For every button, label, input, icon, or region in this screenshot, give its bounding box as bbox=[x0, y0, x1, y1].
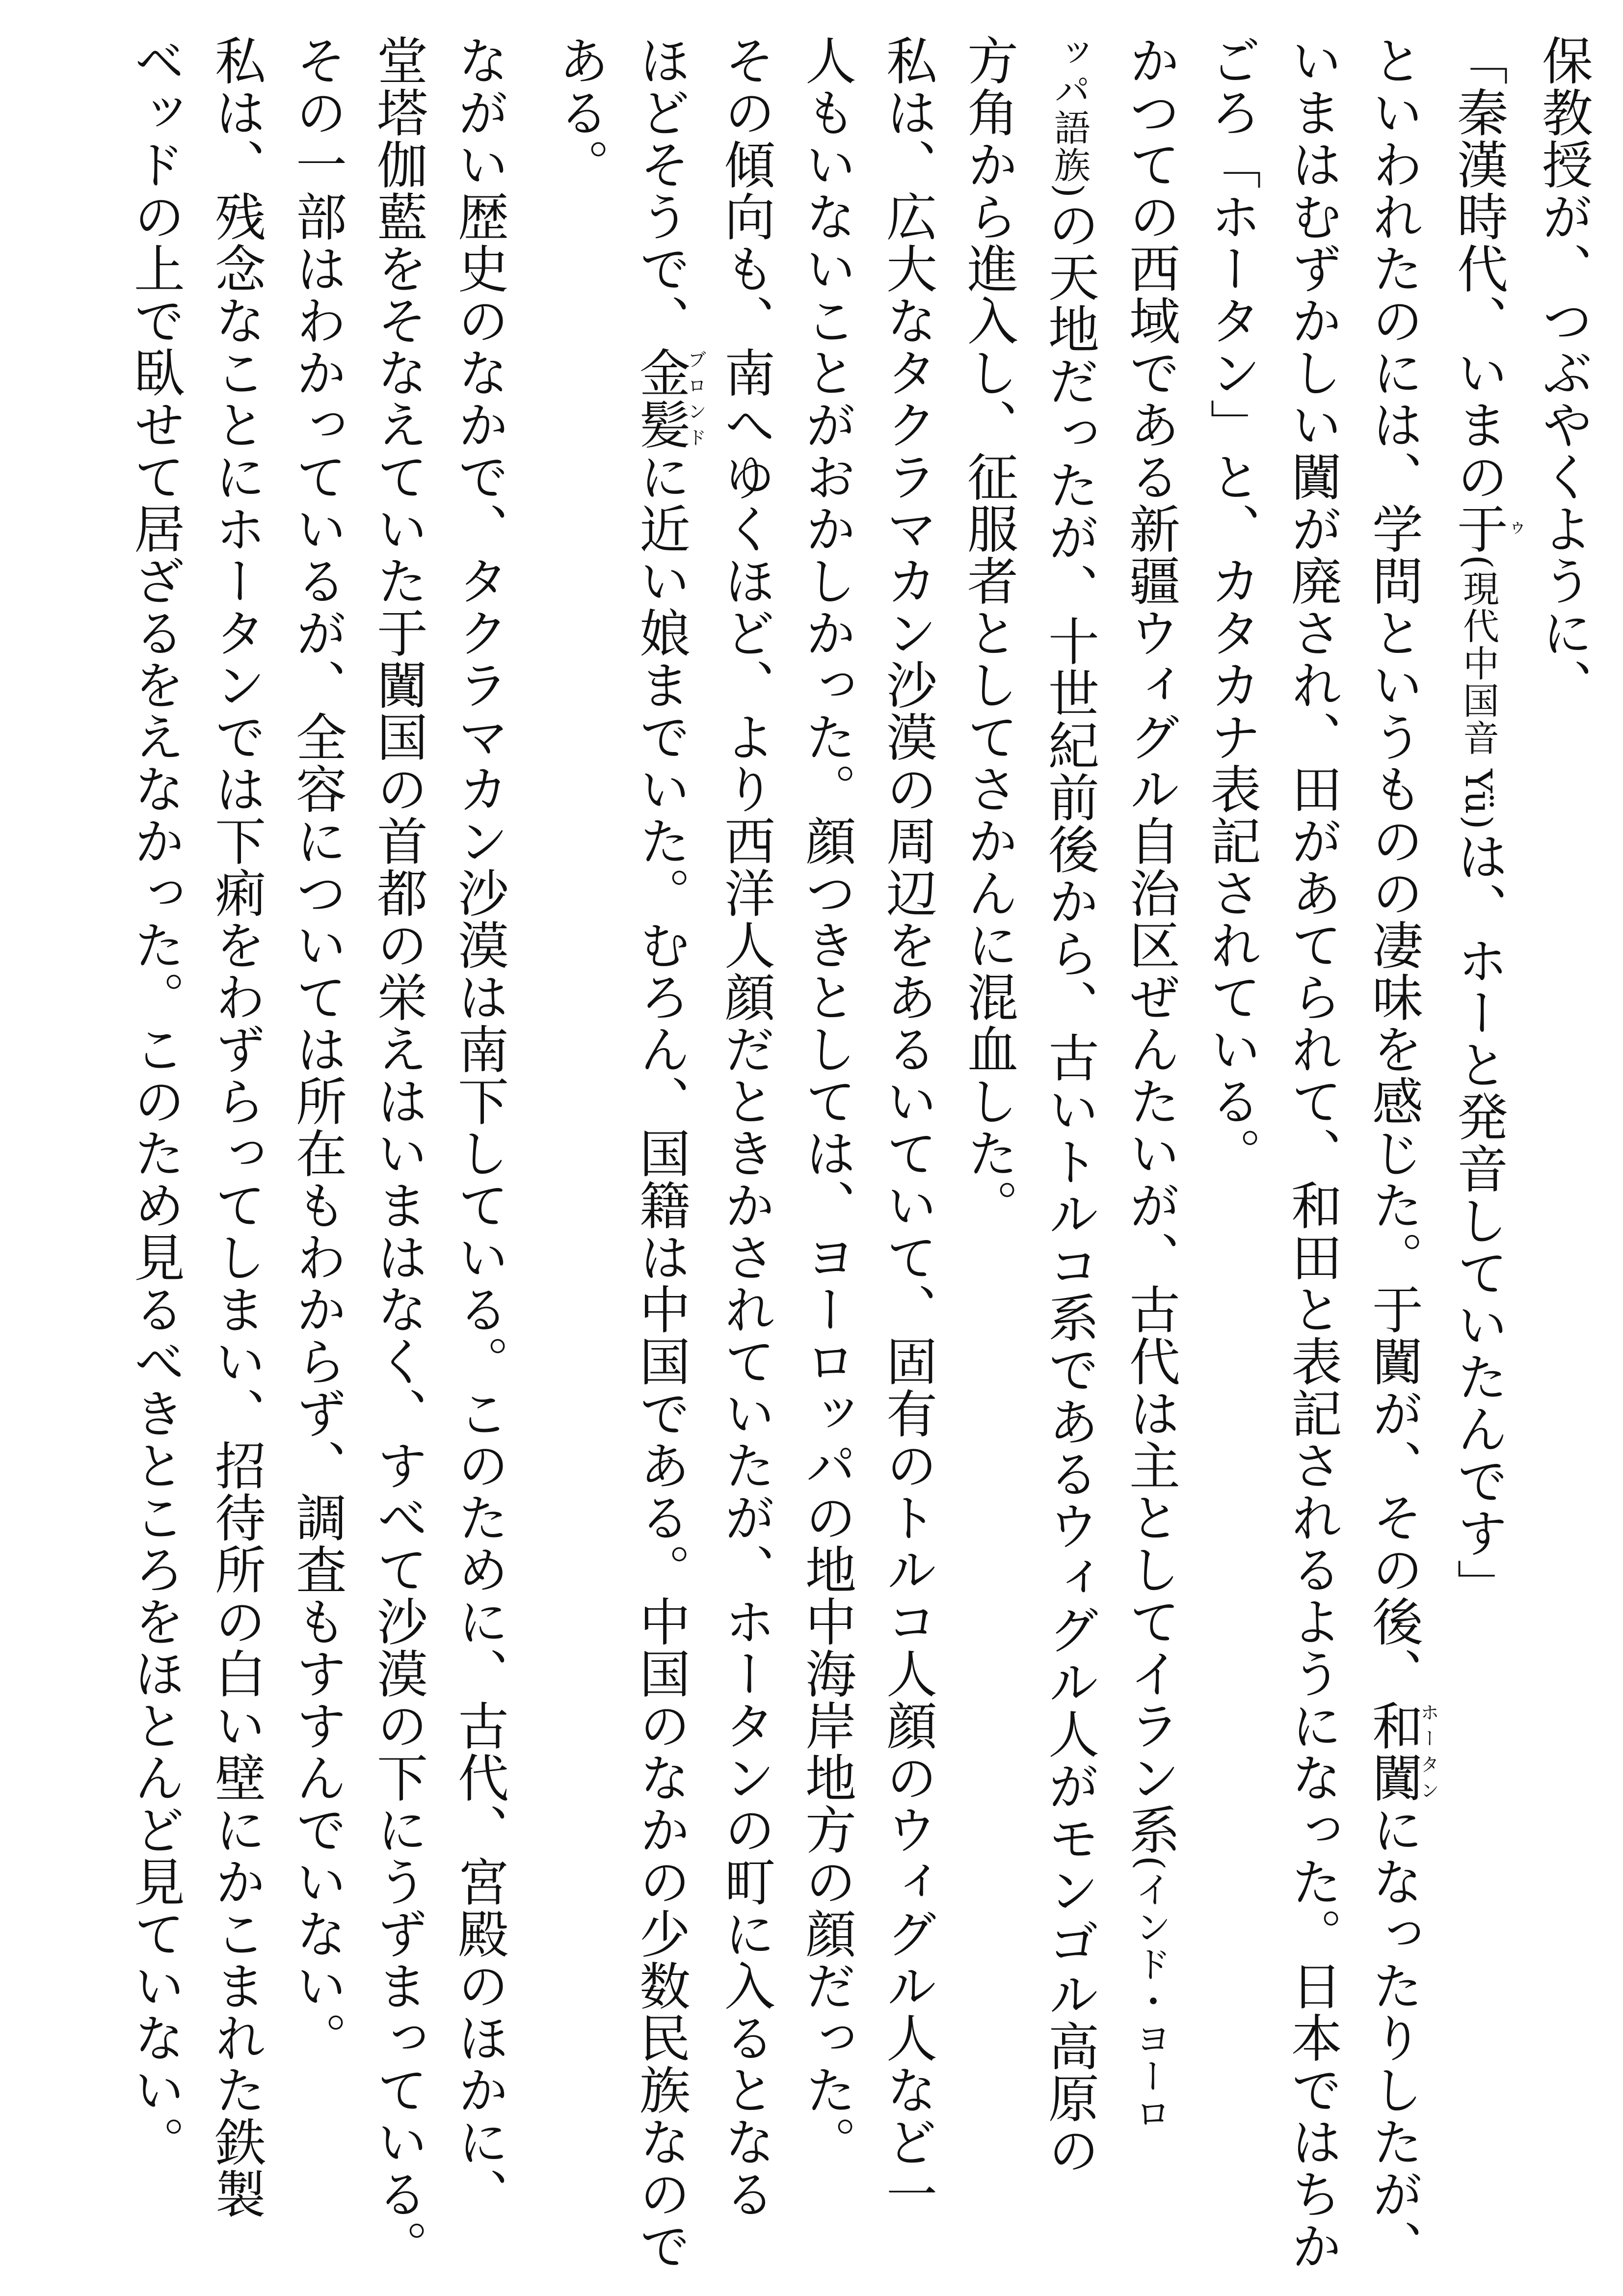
furigana: 金髪ブロンド bbox=[631, 347, 706, 451]
vertical-text-body bbox=[114, 34, 1603, 2273]
pronunciation-note: (現代中国音 Yü) bbox=[1457, 555, 1499, 831]
text-column: かつての西域である新疆ウィグル自治区ぜんたいが、古代は主としてイラン系(インド・ヨーロ bbox=[1120, 34, 1180, 2132]
furigana: 和闐ホータン bbox=[1363, 1700, 1439, 1804]
text-column: その傾向も、南へゆくほど、より西洋人顔だときかされていたが、ホータンの町に入るとなる bbox=[716, 34, 775, 2220]
text-column: 私は、広大なタクラマカン沙漠の周辺をあるいていて、固有のトルコ人顔のウィグル人など一 bbox=[878, 34, 937, 2220]
text-column: 方角から進入し、征服者としてさかんに混血した。 bbox=[958, 34, 1018, 1231]
text-column: 「秦漢時代、いまの于ゥ(現代中国音 Yü)は、ホーと発音していたんです」 bbox=[1448, 34, 1524, 1611]
text-column: ながい歴史のなかで、タクラマカン沙漠は南下している。このために、古代、宮殿のほかに、 bbox=[449, 34, 509, 2220]
text-column: いまはむずかしい闐が廃され、田があてられて、和田と表記されるようになった。日本ではちか bbox=[1282, 34, 1342, 2272]
text-column: ッパ語族)の天地だったが、十世紀前後から、古いトルコ系であるウィグル人がモンゴル高原の bbox=[1039, 34, 1099, 2176]
text-column: その一部はわかっているが、全容については所在もわからず、調査もすすんでいない。 bbox=[287, 34, 347, 2064]
text-column: 私は、残念なことにホータンでは下痢をわずらってしまい、招待所の白い壁にかこまれた鉄製 bbox=[206, 34, 266, 2220]
furigana: 于ゥ bbox=[1448, 503, 1524, 555]
text-column: 保教授が、つぶやくように、 bbox=[1533, 34, 1593, 711]
text-column: ベッドの上で臥せて居ざるをえなかった。このため見るべきところをほとんど見ていない。 bbox=[125, 34, 185, 2168]
parenthetical-note: (インド・ヨーロ bbox=[1129, 1856, 1171, 2132]
text-column: 堂塔伽藍をそなえていた于闐国の首都の栄えはいまはなく、すべて沙漠の下にうずまっている。 bbox=[368, 34, 428, 2272]
text-column: ほどそうで、金髪ブロンドに近い娘までいた。むろん、国籍は中国である。中国のなかの少数民族なので bbox=[631, 34, 706, 2272]
text-column: といわれたのには、学問というものの凄味を感じた。于闐が、その後、和闐ホータンになったりしたが、 bbox=[1363, 34, 1439, 2272]
text-column: ある。 bbox=[550, 34, 610, 190]
parenthetical-note: ッパ語族) bbox=[1048, 34, 1091, 199]
text-column: 人もいないことがおかしかった。顔つきとしては、ヨーロッパの地中海岸地方の顔だった。 bbox=[797, 34, 856, 2168]
text-column: ごろ「ホータン」と、カタカナ表記されている。 bbox=[1201, 34, 1261, 1179]
